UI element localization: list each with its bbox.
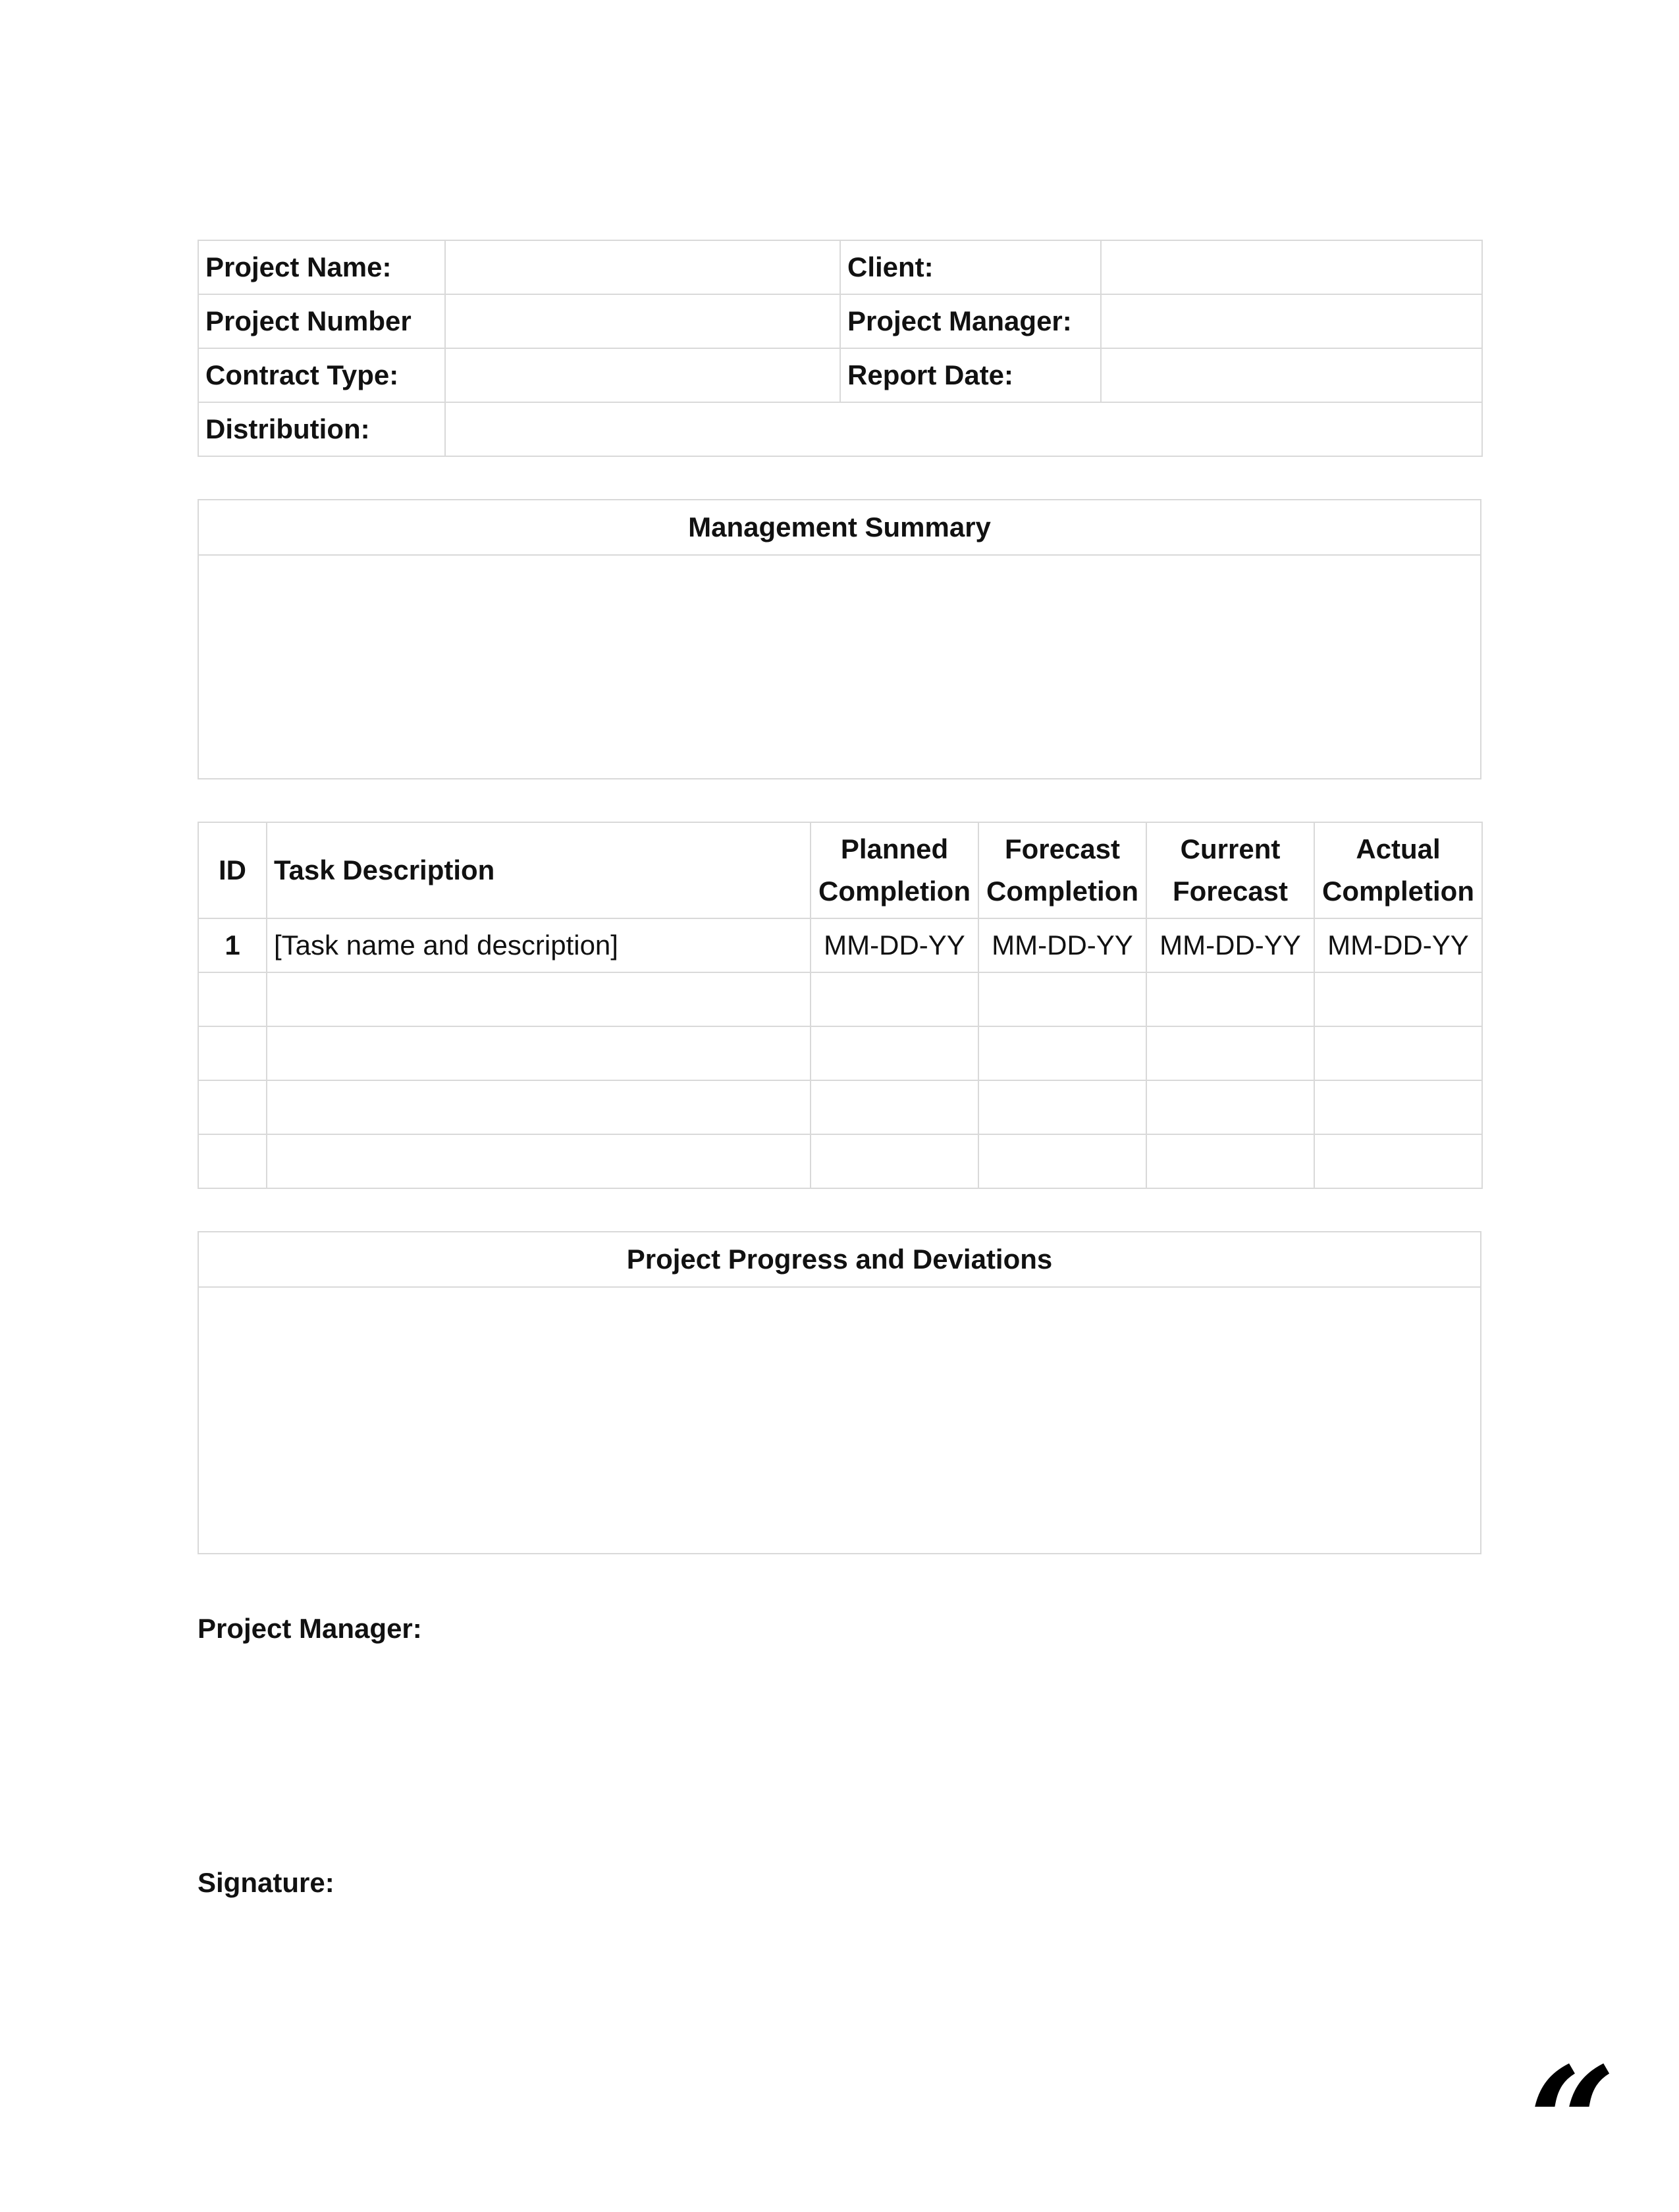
table-row [198, 1026, 1482, 1080]
distribution-field[interactable] [445, 402, 1482, 456]
client-field[interactable] [1101, 240, 1482, 294]
task-description-cell[interactable] [267, 972, 811, 1026]
management-summary-section [198, 499, 1481, 779]
contract-type-label: Contract Type: [198, 348, 445, 402]
planned-completion-cell[interactable] [811, 1080, 978, 1134]
header-actual-line2: Completion [1322, 876, 1474, 907]
table-row [198, 918, 1482, 972]
actual-completion-cell[interactable] [1314, 1026, 1482, 1080]
project-progress-title: Project Progress and Deviations [198, 1232, 1481, 1287]
task-table-header [198, 822, 1482, 918]
project-name-field[interactable] [445, 240, 840, 294]
project-manager-field[interactable] [1101, 294, 1482, 348]
info-row-project-number [198, 294, 1482, 348]
planned-completion-cell[interactable] [811, 1134, 978, 1188]
task-id-cell[interactable]: 1 [198, 918, 267, 972]
project-number-field[interactable] [445, 294, 840, 348]
actual-completion-cell[interactable] [1314, 1134, 1482, 1188]
info-row-contract-type [198, 348, 1482, 402]
header-forecast-line1: Forecast [1004, 833, 1121, 864]
current-forecast-cell[interactable] [1146, 1134, 1314, 1188]
task-id-cell[interactable] [198, 1026, 267, 1080]
table-row [198, 1080, 1482, 1134]
task-description-cell[interactable]: [Task name and description] [267, 918, 811, 972]
current-forecast-cell[interactable]: MM-DD-YY [1146, 918, 1314, 972]
task-id-cell[interactable] [198, 1134, 267, 1188]
planned-completion-cell[interactable] [811, 972, 978, 1026]
header-planned-line2: Completion [818, 876, 971, 907]
quote-logo-icon: “ [1528, 2034, 1616, 2212]
task-id-cell[interactable] [198, 972, 267, 1026]
planned-completion-cell[interactable] [811, 1026, 978, 1080]
contract-type-field[interactable] [445, 348, 840, 402]
project-manager-signoff-label: Project Manager: [198, 1613, 422, 1644]
forecast-completion-cell[interactable] [978, 1026, 1146, 1080]
actual-completion-cell[interactable]: MM-DD-YY [1314, 918, 1482, 972]
management-summary-title: Management Summary [198, 500, 1481, 555]
task-description-cell[interactable] [267, 1026, 811, 1080]
task-table [198, 822, 1483, 1189]
actual-completion-cell[interactable] [1314, 1080, 1482, 1134]
actual-completion-cell[interactable] [1314, 972, 1482, 1026]
status-report-form [198, 240, 1481, 1554]
project-manager-label: Project Manager: [840, 294, 1101, 348]
signature-label: Signature: [198, 1867, 334, 1898]
task-description-cell[interactable] [267, 1134, 811, 1188]
header-current-line1: Current [1180, 833, 1281, 864]
project-progress-field[interactable] [198, 1287, 1481, 1554]
report-date-label: Report Date: [840, 348, 1101, 402]
project-progress-section [198, 1231, 1481, 1554]
project-name-label: Project Name: [198, 240, 445, 294]
current-forecast-cell[interactable] [1146, 972, 1314, 1026]
forecast-completion-cell[interactable] [978, 972, 1146, 1026]
header-id: ID [198, 822, 267, 918]
header-forecast-line2: Completion [986, 876, 1138, 907]
header-current-line2: Forecast [1172, 876, 1289, 907]
distribution-label: Distribution: [198, 402, 445, 456]
header-task-description: Task Description [267, 822, 811, 918]
report-date-field[interactable] [1101, 348, 1482, 402]
header-current-forecast [1146, 822, 1314, 918]
table-row [198, 1134, 1482, 1188]
management-summary-field[interactable] [198, 555, 1481, 779]
task-description-cell[interactable] [267, 1080, 811, 1134]
project-info-table [198, 240, 1483, 457]
header-planned-completion [811, 822, 978, 918]
planned-completion-cell[interactable]: MM-DD-YY [811, 918, 978, 972]
forecast-completion-cell[interactable]: MM-DD-YY [978, 918, 1146, 972]
forecast-completion-cell[interactable] [978, 1134, 1146, 1188]
info-row-project-name [198, 240, 1482, 294]
current-forecast-cell[interactable] [1146, 1080, 1314, 1134]
project-number-label: Project Number [198, 294, 445, 348]
header-actual-line1: Actual [1356, 833, 1441, 864]
info-row-distribution [198, 402, 1482, 456]
header-planned-line1: Planned [840, 833, 949, 864]
header-forecast-completion [978, 822, 1146, 918]
header-actual-completion [1314, 822, 1482, 918]
current-forecast-cell[interactable] [1146, 1026, 1314, 1080]
forecast-completion-cell[interactable] [978, 1080, 1146, 1134]
task-id-cell[interactable] [198, 1080, 267, 1134]
client-label: Client: [840, 240, 1101, 294]
table-row [198, 972, 1482, 1026]
